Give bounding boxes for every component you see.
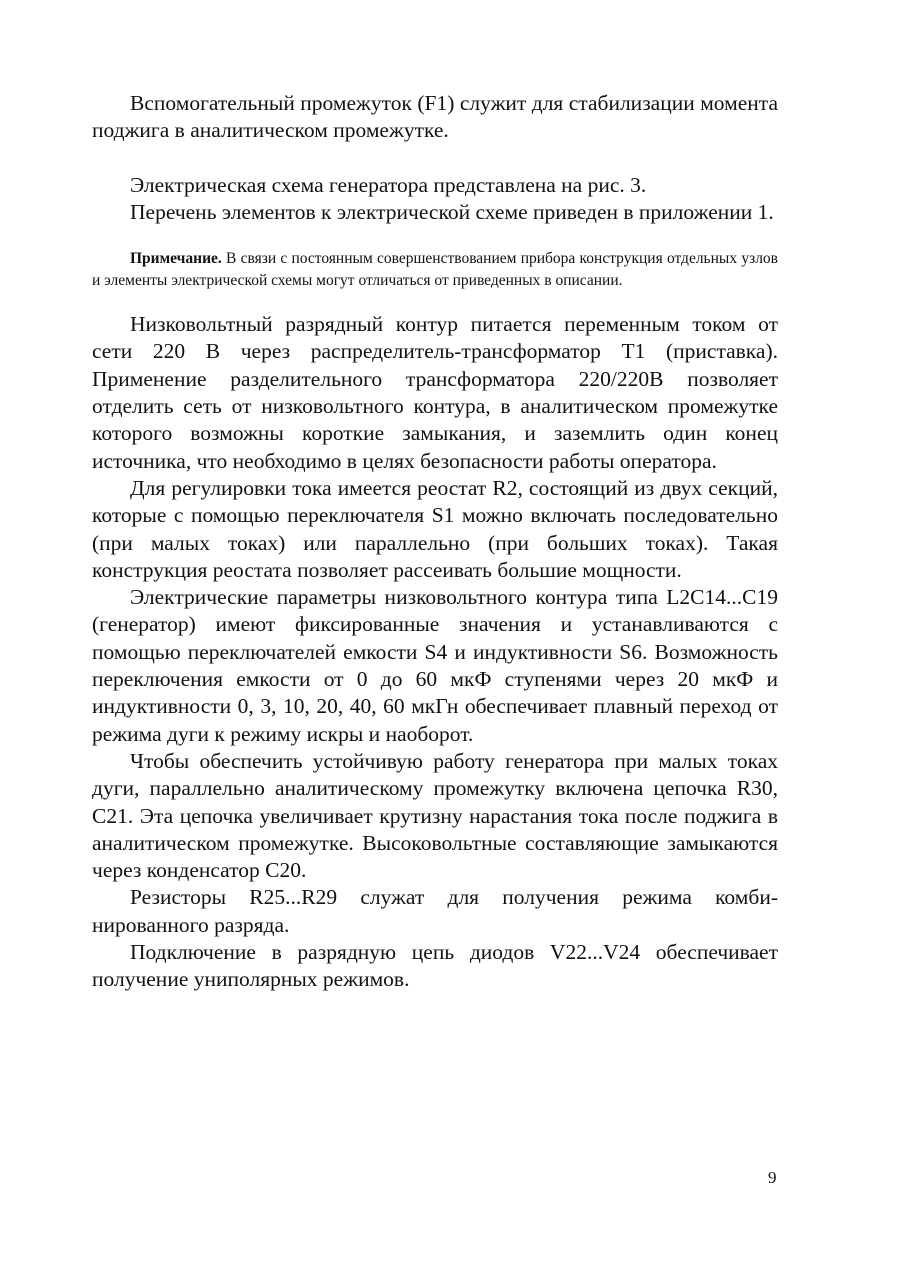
paragraph-diodes: Подключение в разрядную цепь диодов V22...V24 обеспечивает получение униполярных режимов. <box>92 940 778 992</box>
paragraph-electrical-parameters: Электрические параметры низковольтного контура типа L2C14...C19 (генератор) имеют фиксированные значения и устанавливаются с помощью переключателей емкости S4 и индуктивности S6. Возможность переключения емкости от 0 до 60 мкФ ступенями через 20 мкФ и индуктивности 0, 3, 10, 20, 40, 60 мкГн обеспечивает плавный переход от режима дуги к режиму искры и наоборот. <box>92 585 778 746</box>
note-paragraph <box>92 248 778 291</box>
paragraph-spacer <box>92 145 778 172</box>
paragraph-low-voltage-circuit: Низковольтный разрядный контур питается переменным током от сети 220 В через распределитель-трансформатор Т1 (приставка). Применение разделительного трансформатора 220/220В позволяет отделить сеть от низковольтного контура, в аналитическом промежутке которого возможны короткие замыкания, и заземлить один конец источника, что необходимо в целях безопасности работы оператора. <box>92 312 778 473</box>
paragraph-auxiliary-gap: Вспомогательный промежуток (F1) служит для стабилизации момента поджига в аналитическом промежутке. <box>92 91 778 143</box>
page-number: 9 <box>768 1168 777 1187</box>
paragraph-resistors: Резисторы R25...R29 служат для получения режима комбинированного разряда. <box>92 885 778 937</box>
document-page <box>92 90 778 994</box>
paragraph-element-list-reference: Перечень элементов к электрической схеме приведен в приложении 1. <box>130 199 774 224</box>
paragraph-stable-operation: Чтобы обеспечить устойчивую работу генератора при малых токах дуги, параллельно аналитическому промежутку включена цепочка R30, С21. Эта цепочка увеличивает крутизну нарастания тока после поджига в аналитическом промежутке. Высоковольтные составляющие замыкаются через конденсатор С20. <box>92 748 778 883</box>
note-label: Примечание. <box>130 250 222 268</box>
note-spacer-bottom <box>92 291 778 311</box>
paragraph-circuit-reference: Электрическая схема генератора представлена на рис. 3. <box>130 172 647 197</box>
note-text: В связи с постоянным совершенствованием прибора конструкция отдельных узлов и элементы электрической схемы могут отличаться от приведенных в описании. <box>92 250 778 289</box>
paragraph-current-regulation: Для регулировки тока имеется реостат R2, состоящий из двух секций, которые с помощью переключателя S1 можно включать последовательно (при малых токах) или параллельно (при больших токах). Такая конструкция реостата позволяет рассеивать большие мощности. <box>92 475 778 582</box>
note-spacer-top <box>92 226 778 248</box>
